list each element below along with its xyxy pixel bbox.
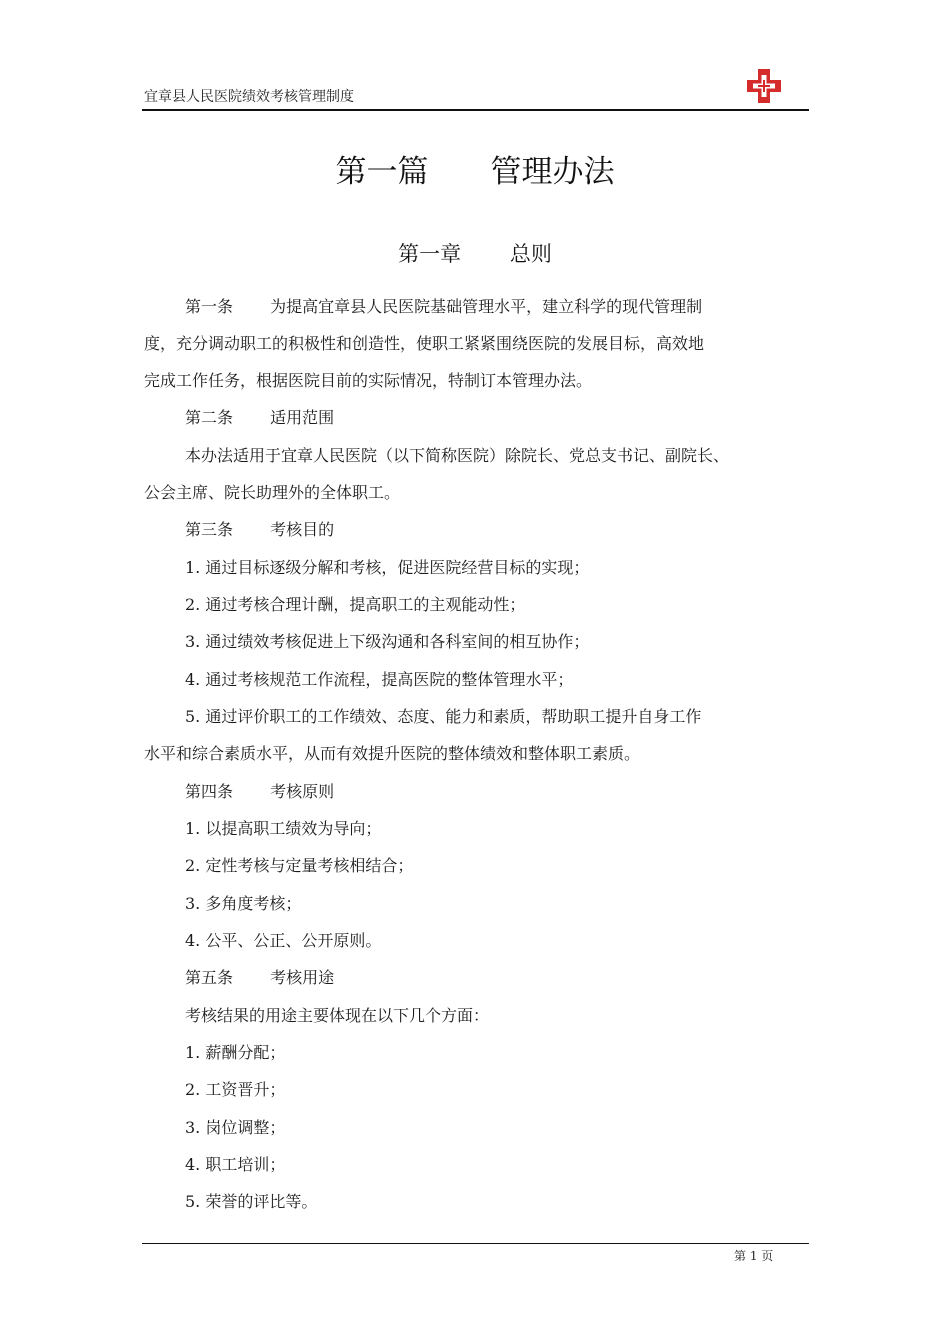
list-item: 4. 职工培训； <box>185 1155 286 1174</box>
chapter-title: 第一章 总则 <box>398 242 552 266</box>
list-item: 2. 工资晋升； <box>185 1080 286 1099</box>
list-item: 2. 定性考核与定量考核相结合； <box>185 856 414 875</box>
list-item: 4. 公平、公正、公开原则。 <box>185 931 382 950</box>
paragraph-line: 度，充分调动职工的积极性和创造性，使职工紧紧围绕医院的发展目标，高效地 <box>144 334 705 353</box>
article-3-heading: 第三条 考核目的 <box>185 520 335 539</box>
paragraph-line: 考核结果的用途主要体现在以下几个方面： <box>185 1006 490 1025</box>
paragraph-line: 水平和综合素质水平，从而有效提升医院的整体绩效和整体职工素质。 <box>144 744 641 763</box>
red-cross-logo <box>744 66 784 106</box>
header-title: 宜章县人民医院绩效考核管理制度 <box>144 89 354 105</box>
article-2-heading: 第二条 适用范围 <box>185 408 335 427</box>
paragraph-line: 公会主席、院长助理外的全体职工。 <box>144 483 401 502</box>
article-5-heading: 第五条 考核用途 <box>185 968 335 987</box>
list-item: 1. 以提高职工绩效为导向； <box>185 819 382 838</box>
list-item: 2. 通过考核合理计酬，提高职工的主观能动性； <box>185 595 526 614</box>
part-title: 第一篇 管理办法 <box>335 154 615 190</box>
list-item: 3. 岗位调整； <box>185 1118 286 1137</box>
list-item: 4. 通过考核规范工作流程，提高医院的整体管理水平； <box>185 670 574 689</box>
header-divider <box>142 109 809 111</box>
paragraph-line: 本办法适用于宜章人民医院（以下简称医院）除院长、党总支书记、副院长、 <box>185 446 730 465</box>
list-item: 5. 荣誉的评比等。 <box>185 1192 318 1211</box>
paragraph-line: 完成工作任务，根据医院目前的实际情况，特制订本管理办法。 <box>144 371 593 390</box>
list-item: 1. 薪酬分配； <box>185 1043 286 1062</box>
list-item: 3. 通过绩效考核促进上下级沟通和各科室间的相互协作； <box>185 632 590 651</box>
list-item: 1. 通过目标逐级分解和考核，促进医院经营目标的实现； <box>185 558 590 577</box>
article-1-heading-line: 第一条 为提高宜章县人民医院基础管理水平，建立科学的现代管理制 <box>185 297 703 316</box>
footer-divider <box>142 1243 809 1244</box>
list-item: 5. 通过评价职工的工作绩效、态度、能力和素质，帮助职工提升自身工作 <box>185 707 702 726</box>
list-item: 3. 多角度考核； <box>185 894 302 913</box>
page-number: 第 1 页 <box>734 1249 774 1263</box>
article-4-heading: 第四条 考核原则 <box>185 782 335 801</box>
